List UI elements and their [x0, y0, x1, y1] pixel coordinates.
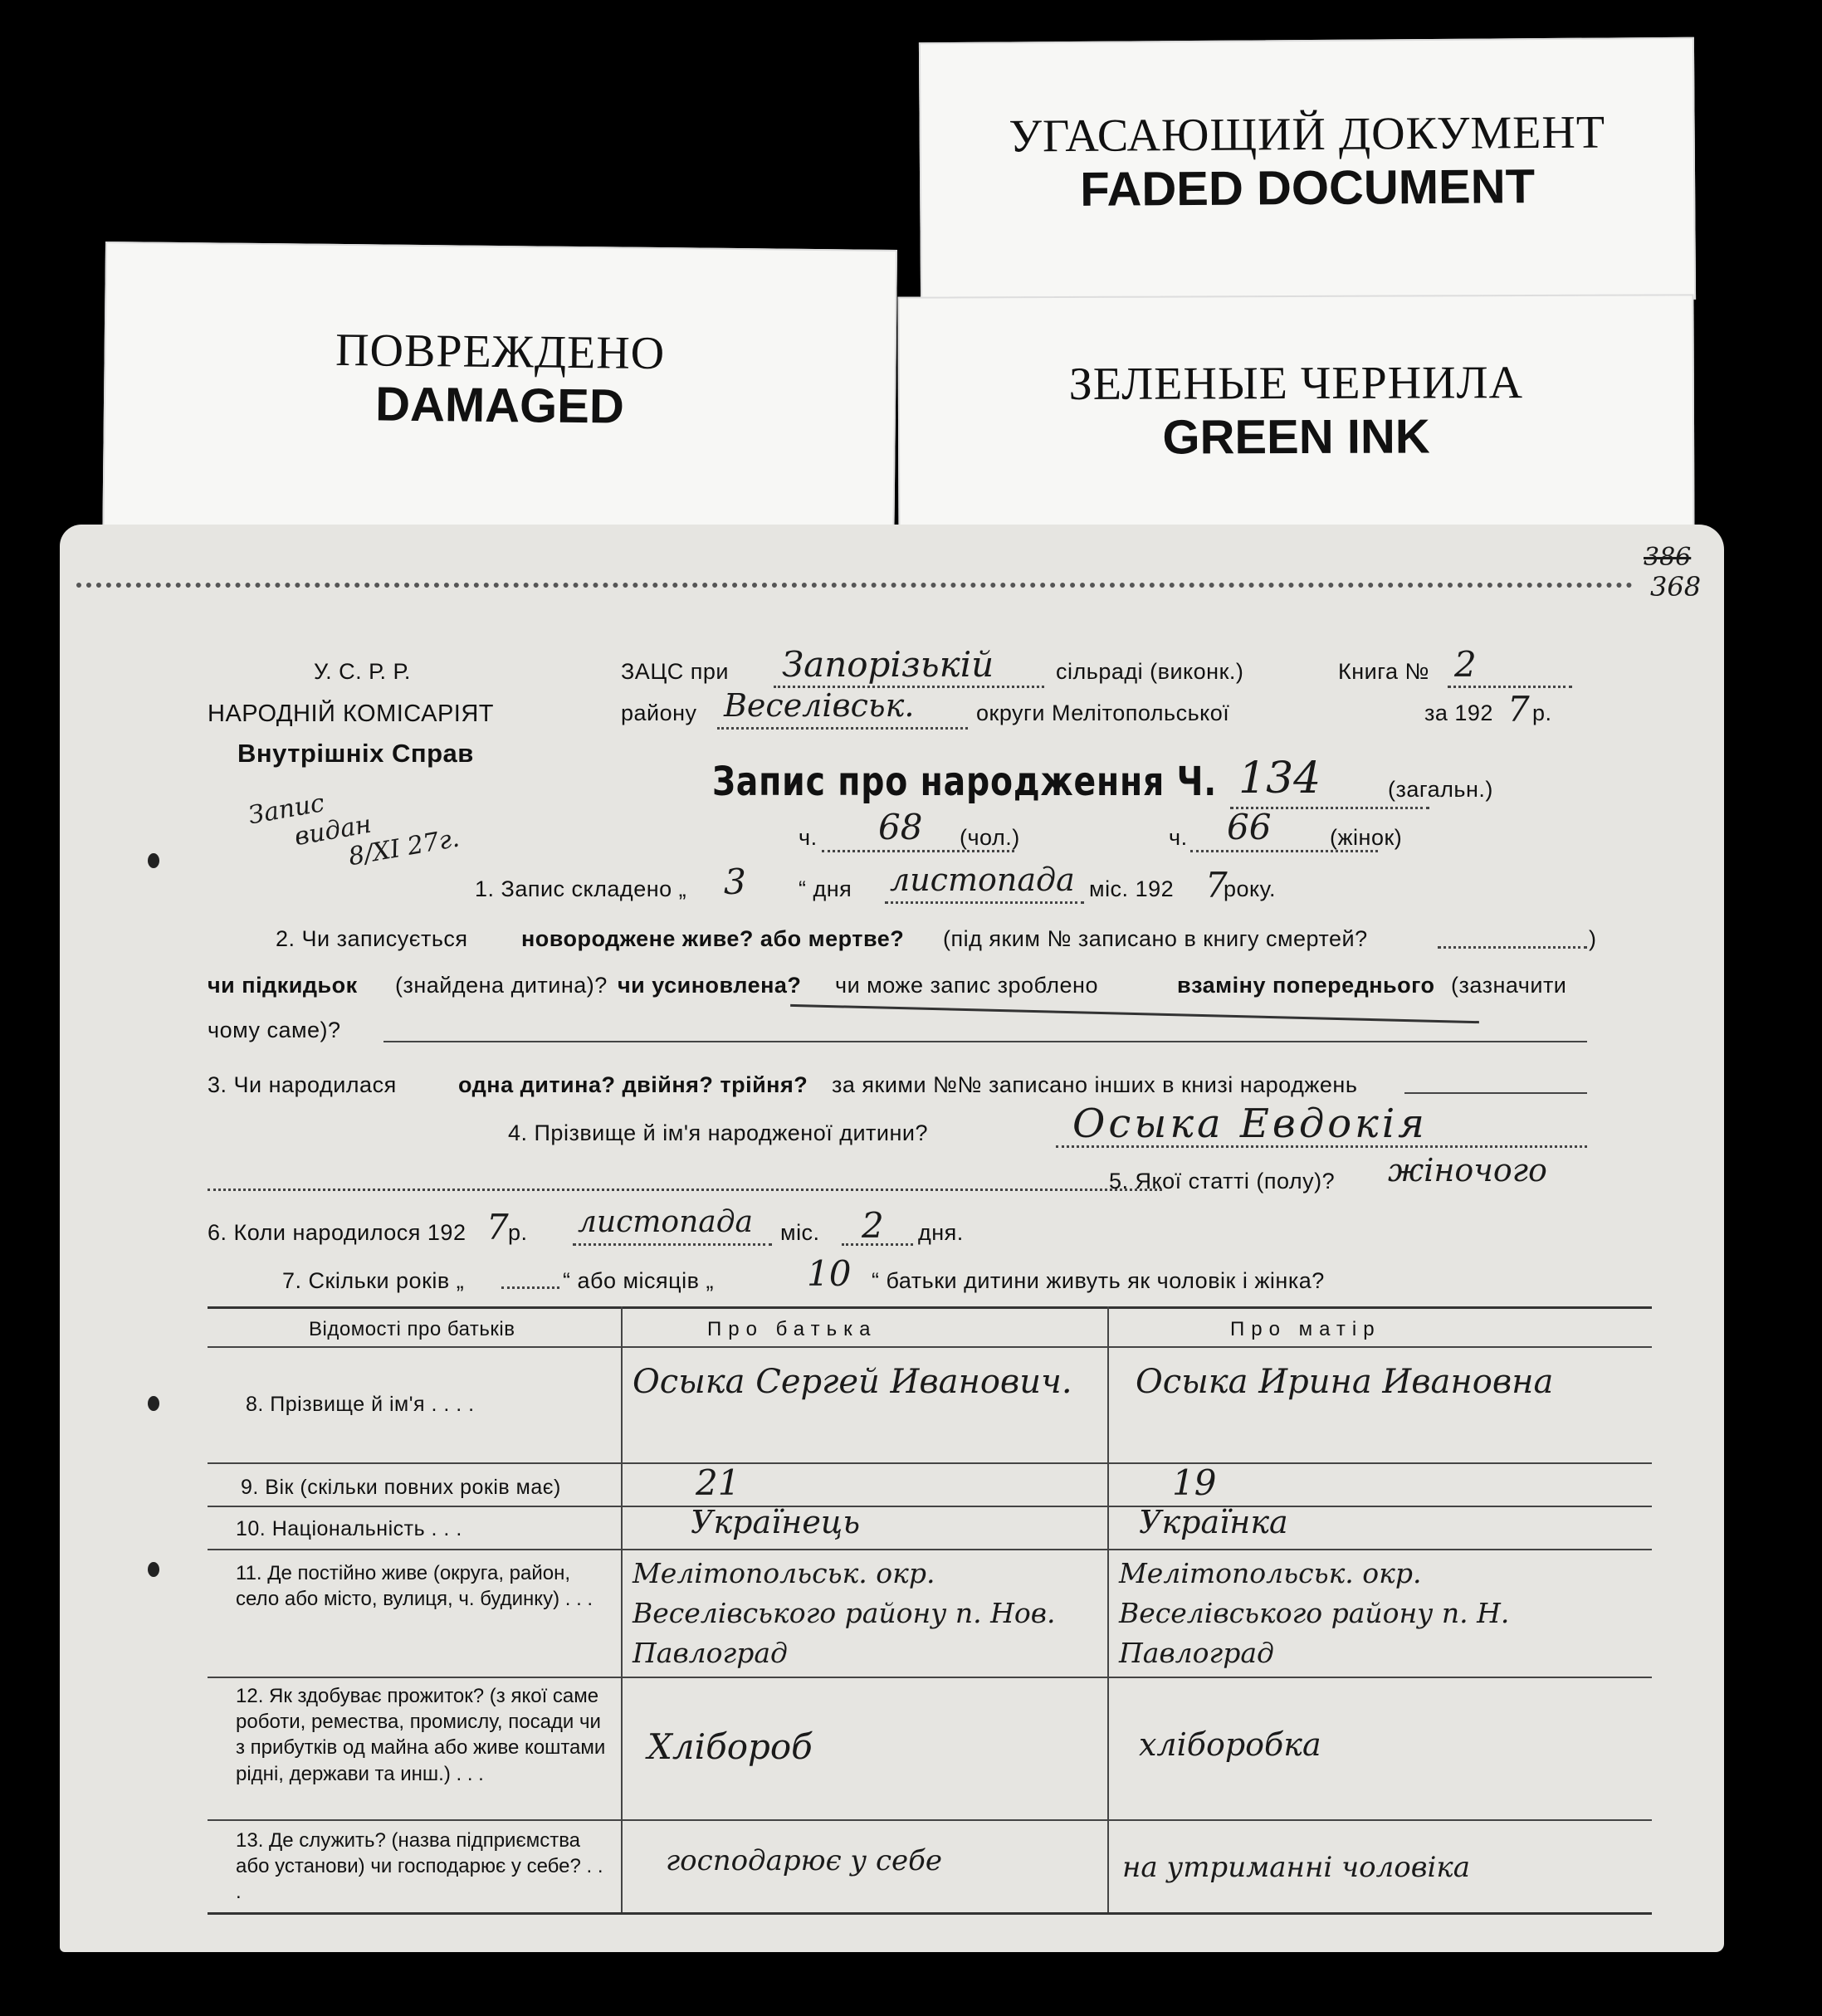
row-label: 12. Як здобуває прожиток? (з якої саме роботи, ремества, промислу, посади чи з прибутків од майна або живе коштами рідні, держави та инш.) . . .	[236, 1685, 606, 1785]
q2-line1-c: (під яким № записано в книгу смертей?	[943, 926, 1368, 951]
perforation-edge	[76, 583, 1633, 588]
q3-a: 3. Чи народилася	[208, 1072, 397, 1097]
damaged-label	[102, 242, 897, 569]
q7-months-value: 10	[807, 1253, 852, 1294]
year-suffix: р.	[1532, 700, 1552, 725]
q7-b: “ або місяців „	[563, 1268, 714, 1293]
q6-year-digit: 7	[486, 1207, 509, 1247]
row-label: 11. Де постійно живе (округа, район, село або місто, вулиця, ч. будинку) . . .	[236, 1562, 593, 1611]
strike-line	[790, 1004, 1479, 1023]
father-age-value: 21	[696, 1462, 740, 1503]
q4-value: Осыка Евдокія	[1072, 1101, 1428, 1147]
usrr-label: У. С. Р. Р.	[314, 659, 411, 684]
zags-place-value: Запорізькій	[782, 644, 994, 685]
female-count-value: 66	[1227, 807, 1272, 847]
q6-c: міс.	[780, 1220, 820, 1245]
damaged-label-en: DAMAGED	[374, 377, 625, 434]
female-prefix: ч.	[1169, 825, 1188, 850]
q1-text-b: “ дня	[799, 876, 852, 901]
commissariat-label: НАРОДНІЙ КОМІСАРІЯТ	[208, 700, 494, 727]
q7-a: 7. Скільки років „	[282, 1268, 465, 1293]
q1-text-d: року.	[1224, 876, 1276, 901]
q2-line3: чому саме)?	[208, 1018, 341, 1042]
male-prefix: ч.	[799, 825, 818, 850]
male-count-value: 68	[878, 807, 923, 847]
q6-month-value: листопада	[578, 1205, 754, 1239]
q6-a: 6. Коли народилося 192	[208, 1220, 466, 1245]
q1-text-a: 1. Запис складено „	[475, 876, 687, 901]
binding-hole	[148, 853, 159, 868]
row-label: 8. Прізвище й ім'я . . . .	[246, 1393, 475, 1416]
q1-month-value: листопада	[890, 862, 1075, 898]
female-label: (жінок)	[1330, 825, 1403, 850]
year-prefix: за 192	[1424, 700, 1493, 725]
table-header-info: Відомості про батьків	[309, 1318, 515, 1340]
q6-d: дня.	[918, 1220, 964, 1245]
internal-affairs-label: Внутрішніх Справ	[237, 739, 474, 768]
green-ink-label	[897, 294, 1694, 549]
faded-label-en: FADED DOCUMENT	[1080, 159, 1536, 217]
mother-age-value: 19	[1172, 1462, 1217, 1503]
district-value: Веселівськ.	[724, 687, 915, 724]
table-header-mother: Про матір	[1230, 1318, 1381, 1340]
faded-label-ru: УГАСАЮЩИЙ ДОКУМЕНТ	[1009, 106, 1606, 163]
father-workplace-value: господарює у себе	[666, 1844, 942, 1877]
record-number-value: 134	[1238, 754, 1321, 803]
q2-line2-d: чи може запис зроблено	[835, 973, 1098, 998]
q2-line2-e: взаміну попереднього	[1177, 973, 1435, 998]
binding-hole	[148, 1396, 159, 1411]
q3-b: одна дитина? двійня? трійня?	[458, 1072, 808, 1097]
row-label: 10. Національність . . .	[236, 1517, 462, 1540]
binding-hole	[148, 1562, 159, 1577]
father-occupation-value: Хлібороб	[647, 1726, 813, 1767]
male-label: (чол.)	[960, 825, 1020, 850]
father-nationality-value: Українець	[691, 1504, 861, 1540]
q2-line2-f: (зазначити	[1451, 973, 1567, 998]
zags-prefix: ЗАЦС при	[621, 659, 730, 684]
q5-label: 5. Якої статті (полу)?	[1109, 1169, 1336, 1193]
table-header-father: Про батька	[707, 1318, 877, 1340]
margin-note-line: видан	[292, 809, 374, 852]
page-number: 368	[1650, 571, 1702, 603]
zags-suffix: сільраді (виконк.)	[1056, 659, 1244, 684]
mother-workplace-value: на утриманні чоловіка	[1122, 1851, 1471, 1884]
faded-document-label	[919, 37, 1696, 305]
year-digit-value: 7	[1507, 689, 1530, 730]
father-name-value: Осыка Сергей Иванович.	[633, 1363, 1072, 1401]
damaged-label-ru: ПОВРЕЖДЕНО	[335, 324, 666, 380]
district-suffix: округи Мелітопольської	[976, 700, 1230, 725]
birth-record-page	[60, 525, 1724, 1952]
q6-b: р.	[508, 1220, 528, 1245]
q3-c: за якими №№ записано інших в книзі народжень	[832, 1072, 1358, 1097]
q2-line2-c: чи усиновлена?	[618, 973, 802, 998]
book-label: Книга №	[1338, 659, 1429, 684]
margin-note-line: 8/XI 27г.	[346, 823, 462, 872]
q5-value: жіночого	[1388, 1152, 1547, 1189]
mother-nationality-value: Українка	[1139, 1504, 1288, 1540]
q6-day-value: 2	[862, 1205, 884, 1246]
q2-line1-a: 2. Чи записується	[276, 926, 468, 951]
district-prefix: району	[621, 700, 697, 725]
record-title: Запис про народження Ч.	[712, 759, 1218, 805]
mother-name-value: Осыка Ирина Ивановна	[1136, 1363, 1554, 1401]
row-label: 9. Вік (скільки повних років має)	[241, 1476, 561, 1499]
margin-note-line: Запис	[246, 788, 327, 831]
row-label: 13. Де служить? (назва підприємства або установи) чи господарює у себе? . . .	[236, 1829, 603, 1904]
q4-label: 4. Прізвище й ім'я народженої дитини?	[508, 1120, 929, 1145]
q1-text-c: міс. 192	[1089, 876, 1175, 901]
father-residence-value: Мелітопольськ. окр. Веселівського району п. Нов. Павлоград	[633, 1557, 1056, 1669]
q2-line1-b: новороджене живе? або мертве?	[521, 926, 905, 951]
green-ink-label-ru: ЗЕЛЕНЫЕ ЧЕРНИЛА	[1068, 357, 1524, 410]
green-ink-label-en: GREEN INK	[1162, 409, 1430, 465]
general-label: (загальн.)	[1388, 777, 1493, 802]
crossed-page-number: 386	[1644, 543, 1692, 572]
book-number-value: 2	[1454, 644, 1477, 685]
mother-residence-value: Мелітопольськ. окр. Веселівського району п. Н. Павлоград	[1119, 1557, 1510, 1669]
q1-day-value: 3	[724, 862, 746, 902]
q2-line2-b: (знайдена дитина)?	[395, 973, 608, 998]
q2-line2-a: чи підкидьок	[208, 973, 358, 998]
q1-year-digit: 7	[1205, 865, 1228, 905]
q7-c: “ батьки дитини живуть як чоловік і жінка?	[872, 1268, 1325, 1293]
q2-line1-d: )	[1589, 926, 1597, 951]
mother-occupation-value: хліборобка	[1139, 1726, 1321, 1763]
margin-note	[247, 767, 462, 888]
